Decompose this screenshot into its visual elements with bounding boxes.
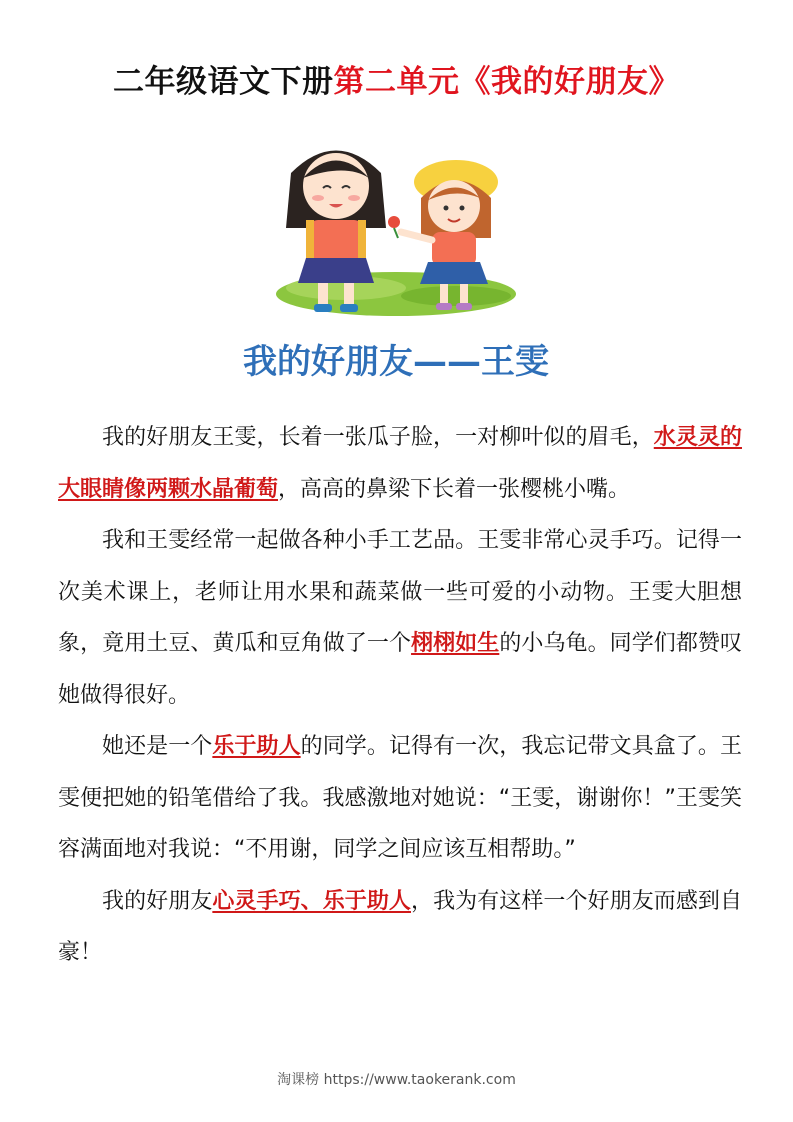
paragraph-2-text-b: 的小乌龟。同学们都赞叹她做得很好。 xyxy=(58,631,742,708)
friends-illustration-icon xyxy=(196,128,596,390)
paragraph-2-highlight: 栩栩如生 xyxy=(411,631,500,656)
paragraph-2-text-a: 我和王雯经常一起做各种小手工艺品。王雯非常心灵手巧。记得一次美术课上，老师让用水果和蔬菜做一些可爱的小动物。王雯大胆想象，竟用土豆、黄瓜和豆角做了一个 xyxy=(58,528,742,656)
paragraph-1-highlight: 水灵灵的大眼睛像两颗水晶葡萄 xyxy=(58,425,742,502)
paragraph-3 xyxy=(58,721,742,876)
article-body xyxy=(58,412,742,979)
paragraph-4-highlight: 心灵手巧、乐于助人 xyxy=(212,888,411,914)
paragraph-4-text-a: 我的好朋友 xyxy=(102,888,213,914)
paragraph-3-highlight: 乐于助人 xyxy=(212,734,301,759)
paragraph-3-text-b: 的同学。记得有一次，我忘记带文具盒了。王雯便把她的铅笔借给了我。我感激地对她说：“王雯，谢谢你！”王雯笑容满面地对我说：“不用谢，同学之间应该互相帮助。” xyxy=(58,734,742,862)
paragraph-1-text-a: 我的好朋友王雯，长着一张瓜子脸，一对柳叶似的眉毛， xyxy=(102,425,654,450)
title-grade: 二年级语文下册 xyxy=(113,64,334,100)
paragraph-3-text-a: 她还是一个 xyxy=(102,734,213,759)
page-title xyxy=(0,56,793,101)
illustration-caption: 我的好朋友——王雯 xyxy=(243,342,549,382)
paragraph-2 xyxy=(58,515,742,721)
illustration xyxy=(196,128,596,390)
paragraph-1-text-b: ，高高的鼻梁下长着一张樱桃小嘴。 xyxy=(278,476,631,502)
paragraph-4-text-b: ，我为有这样一个好朋友而感到自豪！ xyxy=(58,888,742,965)
title-unit: 第二单元《我的好朋友》 xyxy=(333,64,680,100)
paragraph-4 xyxy=(58,876,742,979)
footer-watermark: 淘课榜 https://www.taokerank.com xyxy=(277,1072,516,1088)
paragraph-1 xyxy=(58,412,742,515)
